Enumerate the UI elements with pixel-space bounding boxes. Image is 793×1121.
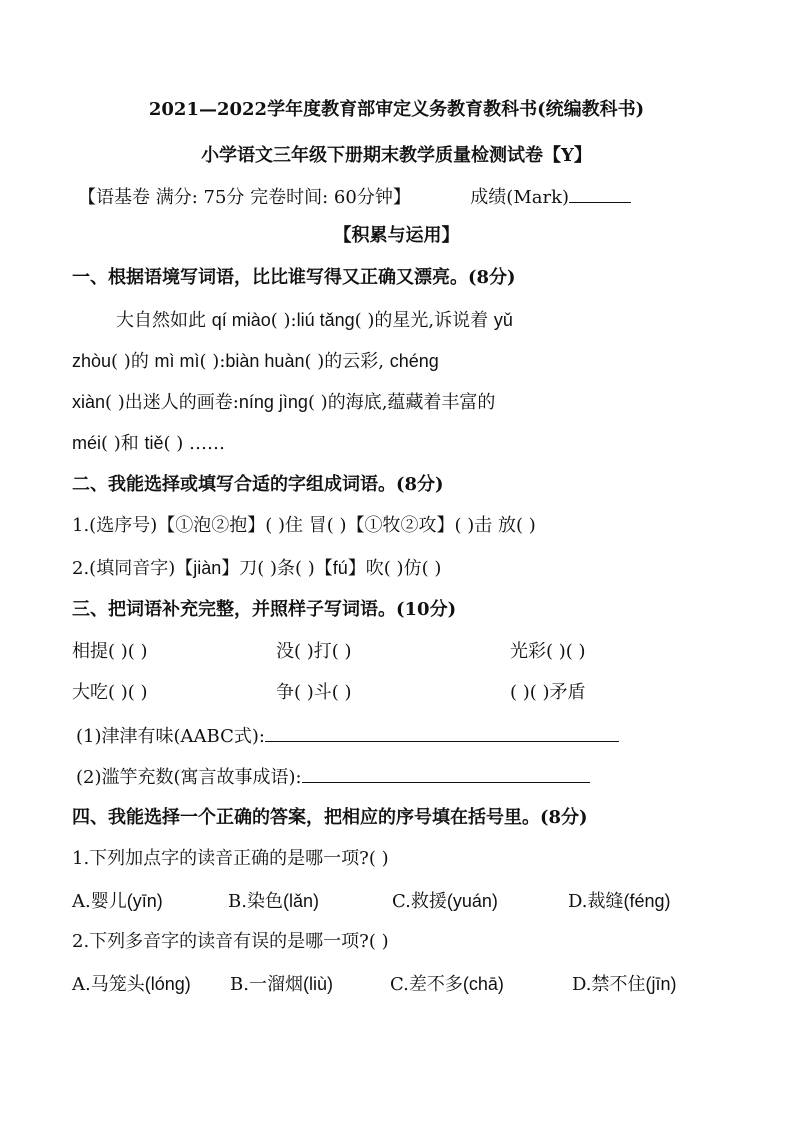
pinyin: níng jìng	[238, 392, 308, 412]
q3-sub2	[76, 764, 590, 790]
blank[interactable]: ( )的	[111, 351, 155, 372]
part-title: 【积累与运用】	[333, 225, 460, 246]
blank[interactable]: ( ):	[199, 351, 226, 372]
q4-q2-option-d[interactable]: D.禁不住(jīn)	[572, 974, 677, 995]
q1-line1	[116, 308, 513, 333]
q4-question2: 2.下列多音字的读音有误的是哪一项?( )	[72, 931, 389, 952]
blank[interactable]: ( )的云彩,	[304, 351, 390, 372]
pinyin: liú tǎng	[296, 310, 355, 330]
blank[interactable]: ( )的星光,诉说着	[354, 310, 494, 331]
q3-heading: 三、把词语补充完整，并照样子写词语。(10分)	[72, 599, 457, 620]
score-blank[interactable]	[569, 184, 631, 203]
exam-title-line1: 2021—2022学年度教育部审定义务教育教科书(统编教科书)	[148, 99, 645, 120]
q1-line2	[72, 349, 439, 374]
blank[interactable]: ( ) ……	[163, 433, 226, 454]
q4-q2-option-a[interactable]: A.马笼头(lóng)	[72, 974, 191, 995]
q3-row1-b: 没( )打( )	[276, 641, 352, 662]
pinyin: fú	[332, 558, 348, 578]
score-label: 成绩(Mark)	[470, 187, 570, 208]
pinyin: biàn huàn	[225, 351, 305, 371]
pinyin: tiě	[144, 433, 164, 453]
q3-row1-c: 光彩( )( )	[510, 641, 586, 662]
q4-q2-option-c[interactable]: C.差不多(chā)	[390, 974, 504, 995]
q3-row2-a: 大吃( )( )	[72, 682, 148, 703]
q1-line3	[72, 390, 495, 415]
q2-heading: 二、我能选择或填写合适的字组成词语。(8分)	[72, 474, 444, 495]
q4-q1-option-b[interactable]: B.染色(lǎn)	[228, 891, 319, 912]
q3-row1-a: 相提( )( )	[72, 641, 148, 662]
answer-blank[interactable]	[265, 723, 619, 742]
pinyin: méi	[72, 433, 102, 453]
q3-row2-b: 争( )斗( )	[276, 682, 352, 703]
text: 】吹( )仿( )	[347, 558, 442, 579]
q4-q1-option-d[interactable]: D.裁缝(féng)	[568, 891, 671, 912]
q2-line2	[72, 556, 441, 581]
q3-sub1	[76, 723, 619, 749]
pinyin: yǔ	[493, 310, 513, 330]
blank[interactable]: ( )和	[101, 433, 145, 454]
exam-title-line2: 小学语文三年级下册期末教学质量检测试卷【Y】	[201, 145, 592, 166]
pinyin: chéng	[389, 351, 439, 371]
q2-line1: 1.(选序号)【①泡②抱】( )住 冒( )【①牧②攻】( )击 放( )	[72, 515, 536, 536]
q4-q2-option-b[interactable]: B.一溜烟(liù)	[230, 974, 333, 995]
q4-q1-option-a[interactable]: A.婴儿(yīn)	[72, 891, 163, 912]
pinyin: xiàn	[72, 392, 106, 412]
q1-line4	[72, 431, 225, 456]
text: 】刀( )条( )【	[221, 558, 333, 579]
pinyin: mì mì	[154, 351, 200, 371]
blank[interactable]: ( )的海底,蕴藏着丰富的	[307, 392, 496, 413]
pinyin: jiàn	[193, 558, 222, 578]
pinyin: qí miào	[211, 310, 271, 330]
text: 2.(填同音字)【	[72, 558, 194, 579]
text: (1)津津有味(AABC式):	[76, 726, 265, 747]
exam-info	[78, 184, 631, 210]
blank[interactable]: ( ):	[270, 310, 297, 331]
text: (2)滥竽充数(寓言故事成语):	[76, 767, 302, 788]
blank[interactable]: ( )出迷人的画卷:	[105, 392, 239, 413]
q1-heading: 一、根据语境写词语，比比谁写得又正确又漂亮。(8分)	[72, 267, 516, 288]
answer-blank[interactable]	[302, 764, 590, 783]
exam-info-text: 【语基卷 满分: 75分 完卷时间: 60分钟】	[78, 187, 411, 208]
q4-q1-option-c[interactable]: C.救援(yuán)	[392, 891, 498, 912]
q4-heading: 四、我能选择一个正确的答案，把相应的序号填在括号里。(8分)	[72, 807, 588, 828]
pinyin: zhòu	[72, 351, 112, 371]
q4-question1: 1.下列加点字的读音正确的是哪一项?( )	[72, 848, 389, 869]
q3-row2-c: ( )( )矛盾	[510, 682, 586, 703]
text: 大自然如此	[116, 310, 212, 331]
